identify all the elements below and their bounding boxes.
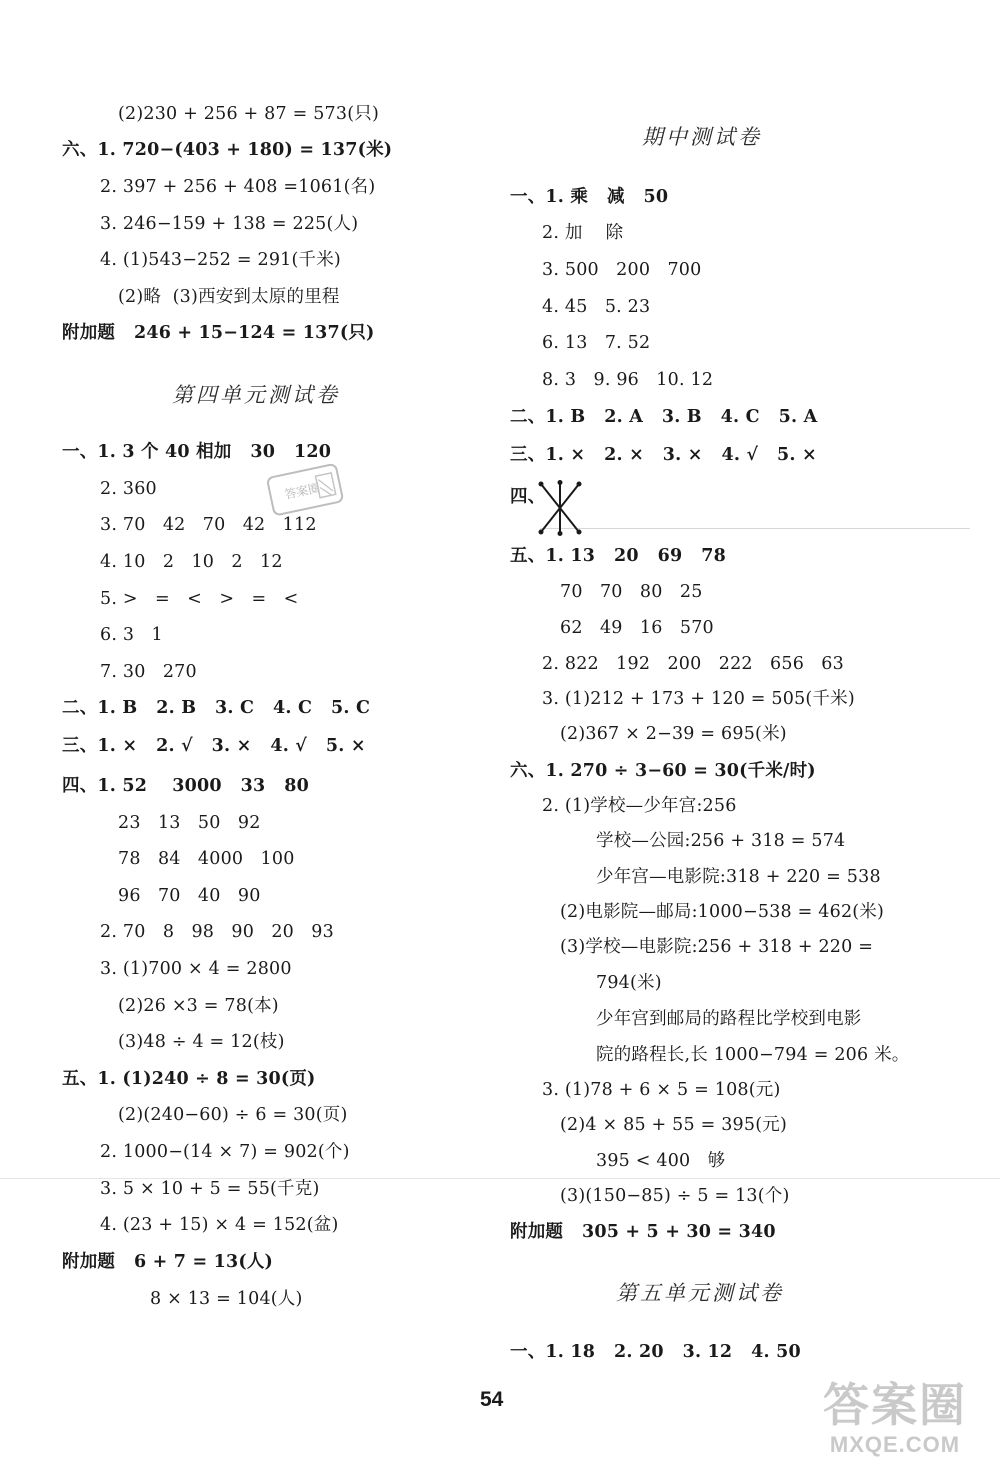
answer-line: 62 49 16 570	[560, 618, 714, 638]
answer-line: (2)4 × 85 + 55 = 395(元)	[560, 1115, 787, 1135]
watermark	[800, 1378, 990, 1466]
divider	[0, 1178, 1000, 1179]
answer-line: 附加题 246 + 15−124 = 137(只)	[62, 323, 375, 343]
answer-line: 6. 13 7. 52	[542, 333, 651, 353]
answer-line: 附加题 6 + 7 = 13(人)	[62, 1252, 274, 1272]
answer-line: 五、1. (1)240 ÷ 8 = 30(页)	[62, 1069, 316, 1089]
stamp-icon	[262, 460, 354, 518]
answer-line: 5. > = < > = <	[100, 589, 299, 609]
answer-line: 4. (23 + 15) × 4 = 152(盆)	[100, 1215, 339, 1235]
answer-line: 2. 360	[100, 479, 157, 499]
answer-line: (3)48 ÷ 4 = 12(枝)	[118, 1032, 285, 1052]
answer-line: 6. 3 1	[100, 625, 163, 645]
answer-line: 一、1. 3 个 40 相加 30 120	[62, 442, 332, 462]
answer-line: 2. 70 8 98 90 20 93	[100, 922, 334, 942]
answer-line: 院的路程长,长 1000−794 = 206 米。	[596, 1045, 910, 1065]
answer-line: 一、1. 18 2. 20 3. 12 4. 50	[510, 1342, 801, 1362]
answer-line: 2. 1000−(14 × 7) = 902(个)	[100, 1142, 350, 1162]
answer-line: (2)略 (3)西安到太原的里程	[118, 287, 340, 307]
matching-star-diagram	[537, 480, 583, 536]
answer-line: 六、1. 720−(403 + 180) = 137(米)	[62, 140, 393, 160]
divider	[540, 528, 970, 529]
answer-line: (3)学校—电影院:256 + 318 + 220 =	[560, 937, 874, 957]
answer-line: 学校—公园:256 + 318 = 574	[596, 831, 846, 851]
answer-line: 四、	[510, 487, 546, 507]
answer-line: 三、1. × 2. √ 3. × 4. √ 5. ×	[62, 736, 366, 756]
answer-line: 3. (1)212 + 173 + 120 = 505(千米)	[542, 689, 855, 709]
answer-line: 395 < 400 够	[596, 1151, 726, 1171]
answer-line: 7. 30 270	[100, 662, 197, 682]
answer-line: 3. 5 × 10 + 5 = 55(千克)	[100, 1179, 320, 1199]
answer-line: 2. 397 + 256 + 408 =1061(名)	[100, 177, 376, 197]
answer-line: 六、1. 270 ÷ 3−60 = 30(千米/时)	[510, 761, 816, 781]
answer-line: 96 70 40 90	[118, 886, 261, 906]
answer-line: 3. 246−159 + 138 = 225(人)	[100, 214, 359, 234]
answer-line: (2)(240−60) ÷ 6 = 30(页)	[118, 1105, 348, 1125]
answer-line: 五、1. 13 20 69 78	[510, 546, 727, 566]
section-title: 第五单元测试卷	[616, 1281, 784, 1305]
answer-line: 一、1. 乘 减 50	[510, 187, 669, 207]
section-title: 第四单元测试卷	[172, 383, 340, 407]
answer-line: 8. 3 9. 96 10. 12	[542, 370, 714, 390]
watermark-url: MXQE.COM	[829, 1432, 961, 1457]
answer-line: 70 70 80 25	[560, 582, 703, 602]
answer-line: 3. 70 42 70 42 112	[100, 515, 317, 535]
answer-line: 三、1. × 2. × 3. × 4. √ 5. ×	[510, 445, 817, 465]
page-number: 54	[480, 1388, 504, 1411]
answer-line: 4. 45 5. 23	[542, 297, 651, 317]
answer-line: 3. (1)700 × 4 = 2800	[100, 959, 292, 979]
answer-line: 二、1. B 2. B 3. C 4. C 5. C	[62, 698, 371, 718]
section-title: 期中测试卷	[642, 125, 762, 149]
answer-line: 78 84 4000 100	[118, 849, 295, 869]
answer-line: 2. 822 192 200 222 656 63	[542, 654, 844, 674]
answer-line: (2)367 × 2−39 = 695(米)	[560, 724, 787, 744]
answer-line: 794(米)	[596, 973, 662, 993]
answer-line: (2)230 + 256 + 87 = 573(只)	[118, 104, 379, 124]
answer-line: 少年宫到邮局的路程比学校到电影	[596, 1009, 862, 1029]
watermark-logo-text: 答案圈	[823, 1379, 967, 1431]
answer-line: 2. 加 除	[542, 223, 624, 243]
answer-line: 附加题 305 + 5 + 30 = 340	[510, 1222, 776, 1242]
answer-line: (2)电影院—邮局:1000−538 = 462(米)	[560, 902, 885, 922]
answer-line: 四、1. 52 3000 33 80	[62, 776, 310, 796]
answer-line: 8 × 13 = 104(人)	[150, 1289, 303, 1309]
answer-line: 3. (1)78 + 6 × 5 = 108(元)	[542, 1080, 781, 1100]
answer-line: (3)(150−85) ÷ 5 = 13(个)	[560, 1186, 790, 1206]
answer-line: 3. 500 200 700	[542, 260, 702, 280]
stamp-text: 答案圈	[283, 480, 322, 502]
answer-line: 4. 10 2 10 2 12	[100, 552, 283, 572]
answer-line: 4. (1)543−252 = 291(千米)	[100, 250, 341, 270]
answer-line: 少年宫—电影院:318 + 220 = 538	[596, 867, 881, 887]
answer-line: 2. (1)学校—少年宫:256	[542, 796, 737, 816]
answer-line: (2)26 ×3 = 78(本)	[118, 996, 279, 1016]
answer-line: 23 13 50 92	[118, 813, 261, 833]
answer-line: 二、1. B 2. A 3. B 4. C 5. A	[510, 407, 818, 427]
